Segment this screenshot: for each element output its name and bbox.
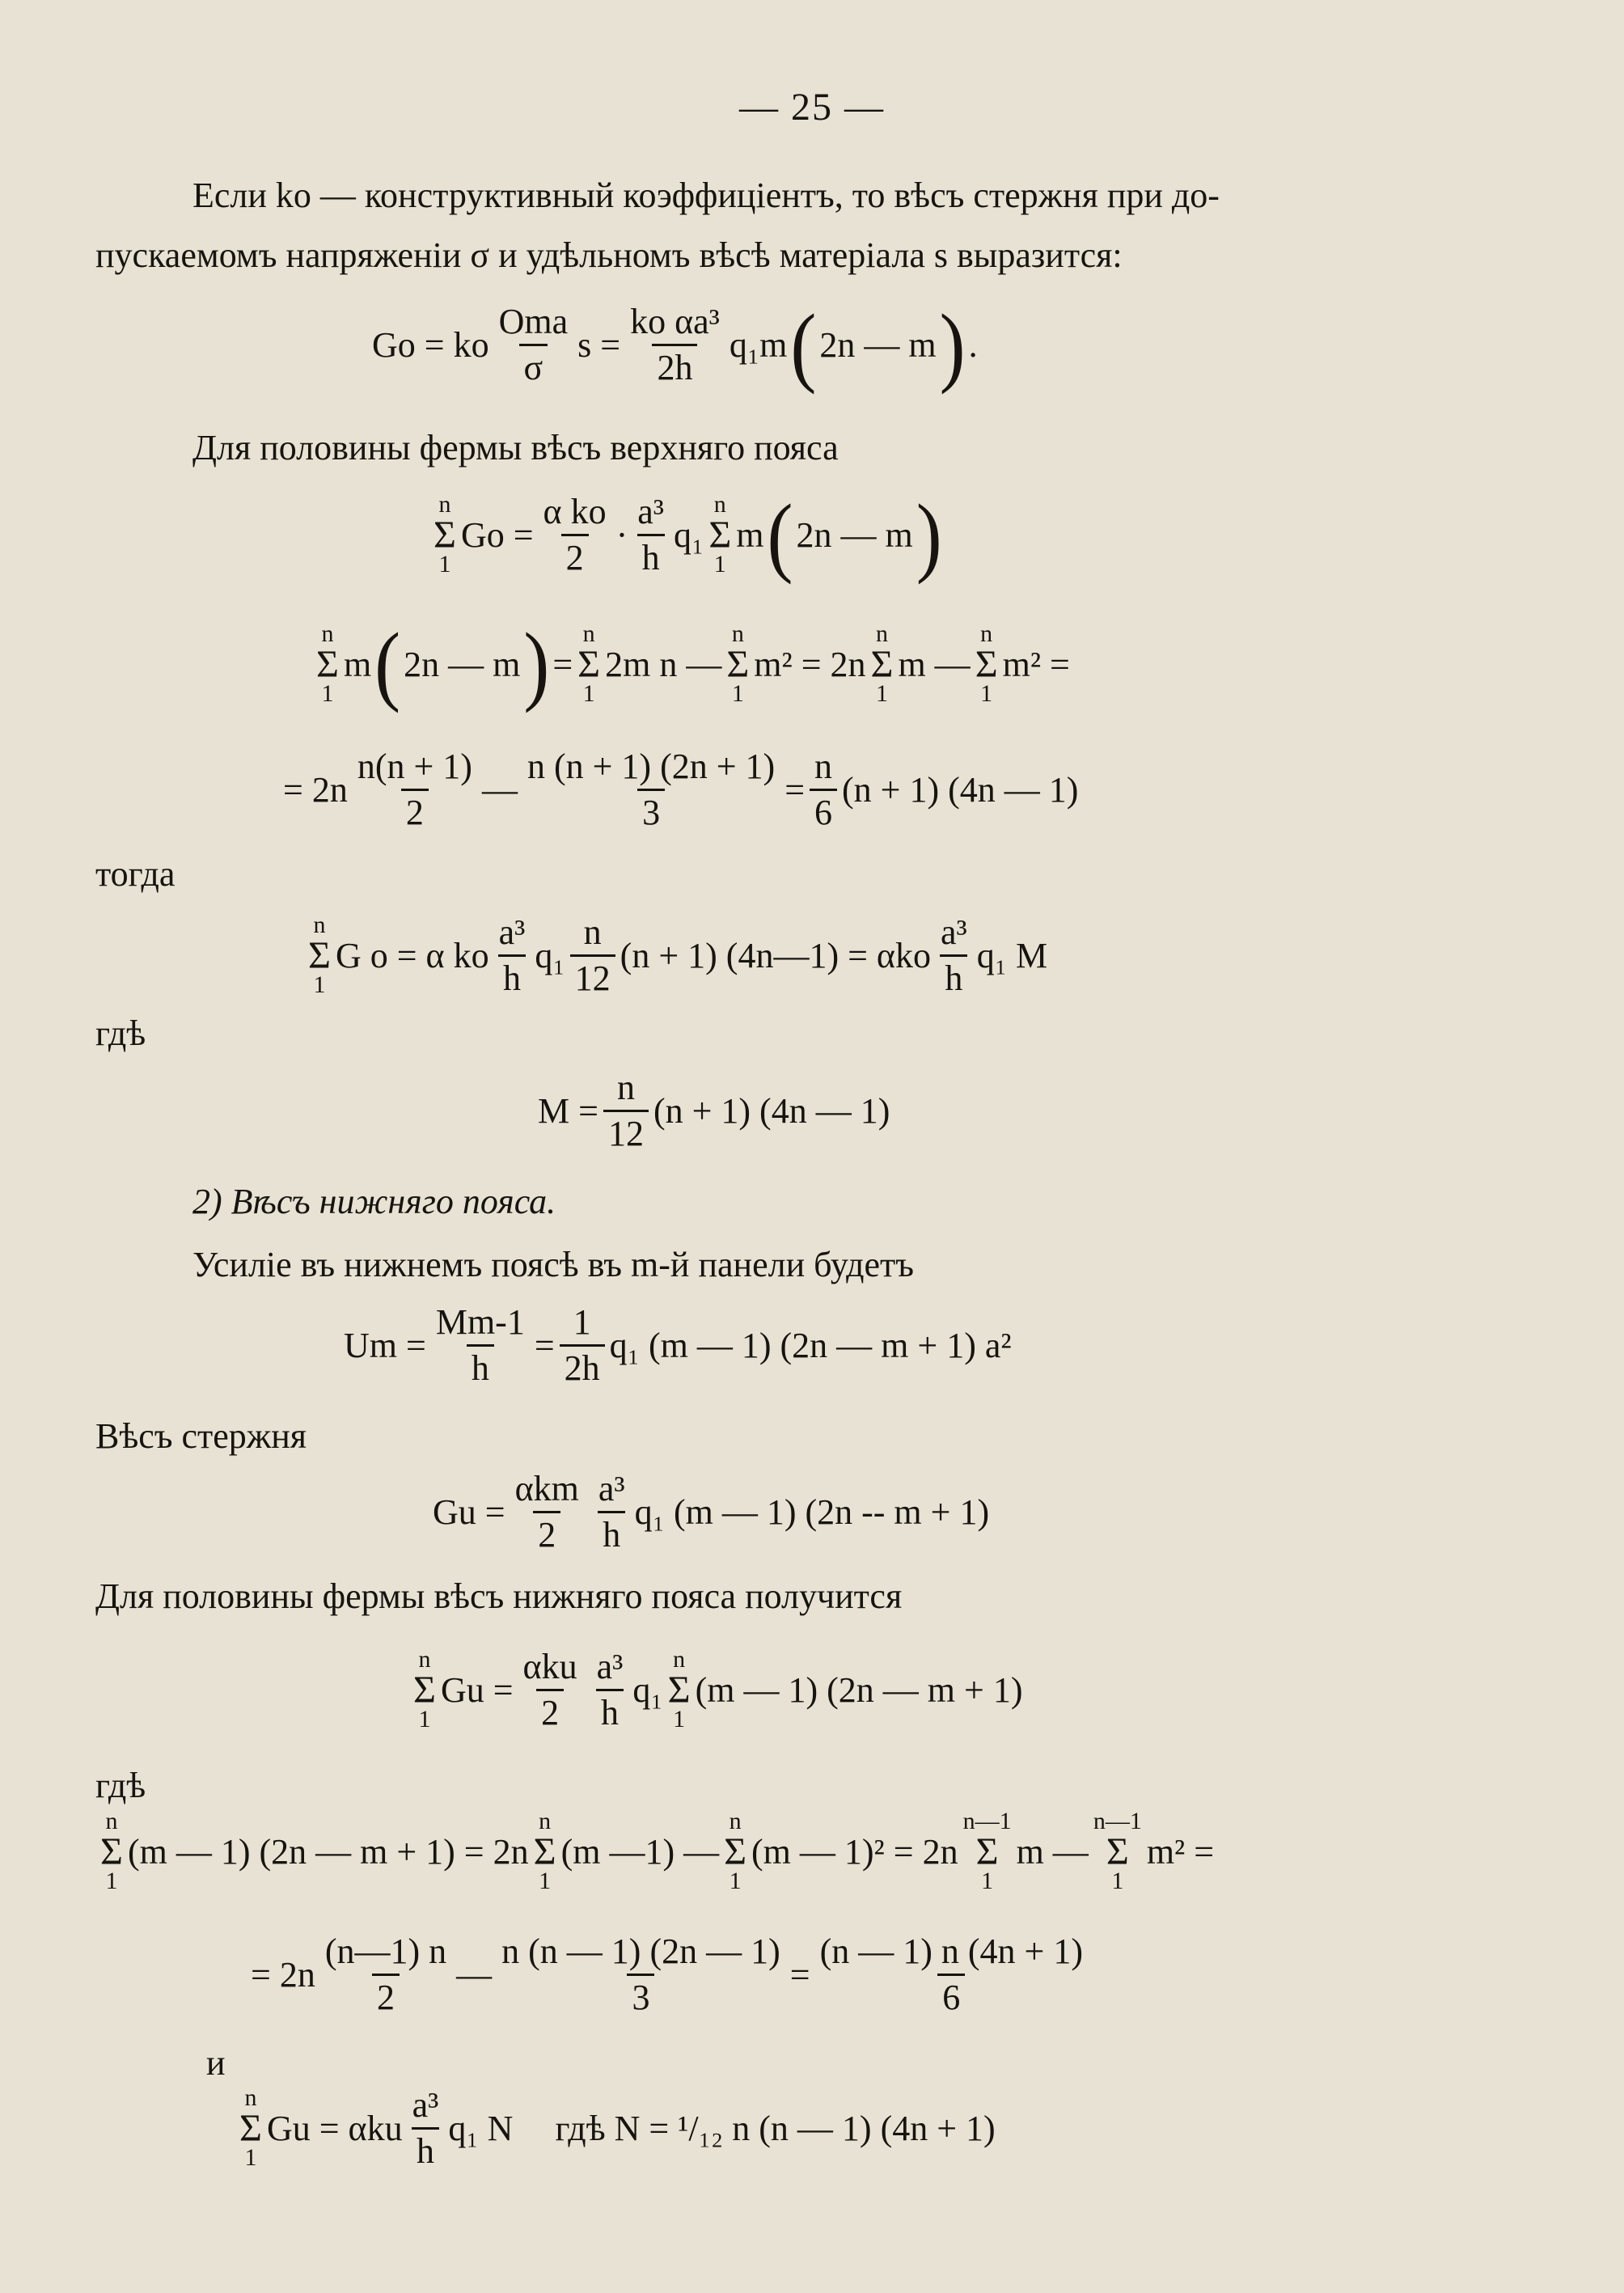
fraction — [494, 303, 573, 387]
eq-term: 2n — m — [404, 644, 521, 684]
fraction — [539, 493, 611, 577]
word-togda: тогда — [95, 854, 176, 894]
eq-where-clause: гдѣ N = ¹/₁₂ n (n — 1) (4n + 1) — [555, 2109, 996, 2149]
denominator: h — [940, 954, 967, 997]
numerator: n (n — 1) (2n — 1) — [501, 1931, 780, 1971]
denominator: 3 — [627, 1974, 654, 2016]
sum-sign — [413, 1648, 436, 1732]
sum-sign — [724, 1810, 746, 1893]
equation-total-lower-weight — [235, 2084, 996, 2172]
sum-upper-limit: n — [582, 620, 595, 647]
fraction — [497, 1933, 785, 2016]
sigma-symbol: Σ — [708, 513, 732, 556]
sum-lower-limit: 1 — [438, 551, 451, 578]
numerator: n — [583, 912, 602, 952]
sigma-symbol: Σ — [533, 1830, 556, 1873]
fraction — [431, 1304, 530, 1387]
page-number: — 25 — — [739, 86, 885, 129]
eq-term: m — [343, 644, 372, 684]
numerator: a³ — [940, 912, 967, 952]
denominator: h — [596, 1689, 624, 1732]
sigma-symbol: Σ — [413, 1668, 436, 1711]
fraction — [518, 1648, 582, 1732]
eq-term: = 2n — [283, 770, 348, 810]
numerator: (n — 1) n (4n + 1) — [819, 1931, 1084, 1971]
sigma-symbol: Σ — [239, 2106, 262, 2150]
fraction — [625, 303, 725, 387]
denominator: h — [637, 534, 665, 577]
paren-right: ) — [523, 614, 550, 714]
sum-sign — [316, 620, 339, 708]
fraction — [810, 748, 837, 831]
equation-lower-sum-result — [251, 1933, 1093, 2016]
equation-weight-bar — [372, 294, 978, 395]
denominator: σ — [519, 344, 548, 387]
equation-lower-bar-weight — [433, 1470, 989, 1554]
eq-term: Um = — [344, 1326, 426, 1366]
sigma-symbol: Σ — [308, 933, 331, 977]
sum-lower-limit: 1 — [673, 1706, 686, 1733]
equation-lower-chord-sum — [408, 1648, 1022, 1732]
sum-upper-limit: n — [713, 491, 726, 518]
word-gde: гдѣ — [95, 1013, 146, 1053]
sum-sign — [668, 1648, 691, 1732]
numerator: a³ — [412, 2085, 439, 2125]
sum-lower-limit: 1 — [418, 1706, 431, 1733]
eq-term: q₁ (m — 1) (2n — m + 1) a² — [609, 1326, 1012, 1366]
numerator: αkm — [514, 1469, 579, 1508]
sigma-symbol: Σ — [433, 513, 456, 556]
sigma-symbol: Σ — [100, 1830, 123, 1873]
sum-upper-limit: n — [729, 1808, 742, 1834]
fraction — [592, 1648, 628, 1732]
eq-term: 2n — m — [819, 325, 937, 366]
paren-right: ) — [916, 484, 942, 585]
section-heading: 2) Вѣсъ нижняго пояса. — [192, 1182, 556, 1221]
numerator: a³ — [637, 492, 664, 531]
eq-term: G o = α ko — [335, 936, 489, 976]
paren-left: ( — [790, 294, 817, 395]
eq-term: = — [785, 770, 806, 810]
eq-term: = — [552, 644, 573, 684]
numerator: Oma — [498, 302, 569, 341]
paren-left: ( — [374, 614, 401, 714]
eq-term: Go = ko — [372, 325, 489, 366]
eq-term: Gu = — [440, 1670, 514, 1711]
eq-term: M = — [538, 1091, 598, 1132]
sum-upper-limit: n—1 — [1093, 1808, 1142, 1834]
sigma-symbol: Σ — [975, 642, 998, 686]
denominator: h — [598, 1511, 625, 1554]
eq-term: (m — 1) (2n — m + 1) = 2n — [127, 1831, 529, 1872]
eq-term: 2m n — — [605, 644, 722, 684]
eq-term: (n + 1) (4n—1) = αko — [620, 936, 931, 976]
denominator: 2 — [533, 1511, 560, 1554]
sum-upper-limit: n — [321, 620, 334, 647]
sigma-symbol: Σ — [724, 1830, 747, 1873]
paragraph-line: Если ko — конструктивный коэффиціентъ, то вѣсъ стержня при до- — [192, 176, 1220, 215]
eq-term: m² = 2n — [754, 644, 866, 684]
sum-lower-limit: 1 — [244, 2144, 257, 2172]
denominator: 12 — [570, 954, 615, 997]
fraction — [632, 493, 669, 577]
word-i: и — [206, 2043, 226, 2083]
denominator: 12 — [603, 1110, 649, 1153]
sum-lower-limit: 1 — [321, 680, 334, 708]
fraction — [936, 914, 972, 997]
sum-sign — [1093, 1810, 1142, 1893]
numerator: 1 — [573, 1302, 591, 1342]
numerator: (n—1) n — [324, 1931, 447, 1971]
sigma-symbol: Σ — [316, 642, 339, 686]
equation-upper-chord-sum — [429, 484, 945, 585]
sum-sign — [433, 493, 456, 577]
eq-term: q₁ M — [976, 936, 1048, 976]
fraction — [320, 1933, 451, 2016]
numerator: a³ — [596, 1647, 624, 1686]
sum-lower-limit: 1 — [1111, 1868, 1124, 1895]
fraction — [353, 748, 477, 831]
fraction — [408, 2087, 444, 2170]
sum-sign — [726, 620, 750, 708]
sum-upper-limit: n — [673, 1646, 686, 1673]
denominator: 2h — [560, 1344, 605, 1387]
sum-sign — [870, 620, 894, 708]
denominator: 3 — [637, 789, 665, 831]
denominator: h — [412, 2127, 439, 2170]
numerator: a³ — [498, 912, 526, 952]
paragraph-line: Для половины фермы вѣсъ нижняго пояса получится — [95, 1576, 903, 1616]
sum-upper-limit: n — [539, 1808, 552, 1834]
sigma-symbol: Σ — [726, 642, 750, 686]
sum-upper-limit: n — [875, 620, 888, 647]
denominator: 2 — [561, 534, 589, 577]
denominator: 2h — [652, 344, 697, 387]
numerator: Mm-1 — [435, 1302, 525, 1342]
eq-term: — — [456, 1955, 493, 1995]
fraction — [603, 1069, 649, 1153]
eq-term: . — [968, 325, 978, 366]
sigma-symbol: Σ — [975, 1830, 999, 1873]
eq-term: = 2n — [251, 1955, 315, 1995]
fraction — [815, 1933, 1088, 2016]
eq-term: Go = — [460, 515, 534, 556]
sigma-symbol: Σ — [1106, 1830, 1129, 1873]
sum-lower-limit: 1 — [105, 1868, 118, 1895]
sum-upper-limit: n—1 — [962, 1808, 1012, 1834]
sum-upper-limit: n — [418, 1646, 431, 1673]
denominator: 6 — [937, 1974, 965, 2016]
eq-term: Gu = — [433, 1492, 505, 1533]
denominator: 2 — [401, 789, 429, 831]
eq-term: m — [736, 515, 764, 556]
fraction — [510, 1470, 584, 1554]
fraction — [594, 1470, 630, 1554]
eq-term: · — [615, 515, 628, 556]
denominator: 6 — [810, 789, 837, 831]
paren-left: ( — [767, 484, 793, 585]
sum-lower-limit: 1 — [980, 680, 993, 708]
sum-sign — [975, 620, 998, 708]
fraction — [570, 914, 615, 997]
paragraph-line: Вѣсъ стержня — [95, 1416, 307, 1456]
equation-lower-sum-expansion — [95, 1810, 1214, 1893]
equation-total-upper-weight — [303, 914, 1047, 997]
numerator: n — [616, 1068, 635, 1107]
sum-lower-limit: 1 — [731, 680, 744, 708]
fraction — [560, 1304, 605, 1387]
eq-term: q₁ — [535, 936, 565, 976]
eq-term: = — [534, 1326, 555, 1366]
eq-term: = — [789, 1955, 810, 1995]
denominator: h — [467, 1344, 494, 1387]
sum-upper-limit: n — [313, 912, 326, 939]
eq-term: 2n — m — [796, 515, 913, 556]
eq-term: — — [481, 770, 518, 810]
sum-upper-limit: n — [244, 2084, 257, 2112]
eq-term: (m — 1) (2n — m + 1) — [695, 1670, 1023, 1711]
sigma-symbol: Σ — [577, 642, 601, 686]
sum-lower-limit: 1 — [875, 680, 888, 708]
equation-sum-result — [283, 748, 1078, 831]
numerator: ko αa³ — [630, 302, 720, 341]
sum-lower-limit: 1 — [981, 1868, 994, 1895]
numerator: n — [814, 747, 833, 786]
eq-term: (m —1) — — [560, 1831, 720, 1872]
paragraph-line: Усиліе въ нижнемъ поясѣ въ m-й панели будетъ — [192, 1245, 914, 1284]
sum-sign — [534, 1810, 556, 1893]
eq-term: q₁ — [632, 1670, 663, 1711]
sum-lower-limit: 1 — [313, 971, 326, 999]
sum-lower-limit: 1 — [539, 1868, 552, 1895]
numerator: n (n + 1) (2n + 1) — [527, 747, 776, 786]
eq-term: m — — [898, 644, 971, 684]
sum-sign — [708, 493, 731, 577]
sum-lower-limit: 1 — [729, 1868, 742, 1895]
denominator: 2 — [372, 1974, 400, 2016]
sum-sign — [100, 1810, 123, 1893]
eq-term: (m — 1)² = 2n — [751, 1831, 958, 1872]
eq-term: m² = — [1002, 644, 1070, 684]
eq-term: q₁ N — [448, 2109, 514, 2149]
eq-term: q₁m — [729, 325, 788, 366]
sum-lower-limit: 1 — [582, 680, 595, 708]
numerator: αku — [522, 1647, 577, 1686]
equation-lower-chord-force — [344, 1304, 1012, 1387]
eq-term: q₁ (m — 1) (2n -- m + 1) — [634, 1492, 990, 1533]
denominator: h — [498, 954, 526, 997]
paragraph-line: пускаемомъ напряженіи σ и удѣльномъ вѣсѣ матеріала s выразится: — [95, 235, 1123, 275]
sum-upper-limit: n — [105, 1808, 118, 1834]
equation-M-definition — [538, 1069, 890, 1153]
paragraph-line: Для половины фермы вѣсъ верхняго пояса — [192, 428, 839, 467]
fraction — [494, 914, 531, 997]
eq-term: q₁ — [673, 515, 704, 556]
numerator: α ko — [543, 492, 607, 531]
eq-term: (n + 1) (4n — 1) — [842, 770, 1079, 810]
sum-sign — [239, 2084, 262, 2172]
fraction — [522, 748, 780, 831]
sum-sign — [308, 914, 331, 997]
sigma-symbol: Σ — [870, 642, 894, 686]
word-gde: гдѣ — [95, 1766, 146, 1805]
numerator: n(n + 1) — [357, 747, 472, 786]
sum-upper-limit: n — [731, 620, 744, 647]
sigma-symbol: Σ — [667, 1668, 691, 1711]
sum-sign — [963, 1810, 1012, 1893]
paren-right: ) — [939, 294, 966, 395]
sum-upper-limit: n — [438, 491, 451, 518]
eq-term: m² = — [1146, 1831, 1215, 1872]
eq-term: m — — [1016, 1831, 1089, 1872]
numerator: a³ — [598, 1469, 625, 1508]
sum-lower-limit: 1 — [713, 551, 726, 578]
sum-upper-limit: n — [980, 620, 993, 647]
sum-sign — [577, 620, 601, 708]
denominator: 2 — [536, 1689, 564, 1732]
equation-sum-expansion — [311, 614, 1070, 714]
eq-term: Gu = αku — [266, 2109, 403, 2149]
eq-term: s = — [577, 325, 621, 366]
eq-term: (n + 1) (4n — 1) — [653, 1091, 890, 1132]
